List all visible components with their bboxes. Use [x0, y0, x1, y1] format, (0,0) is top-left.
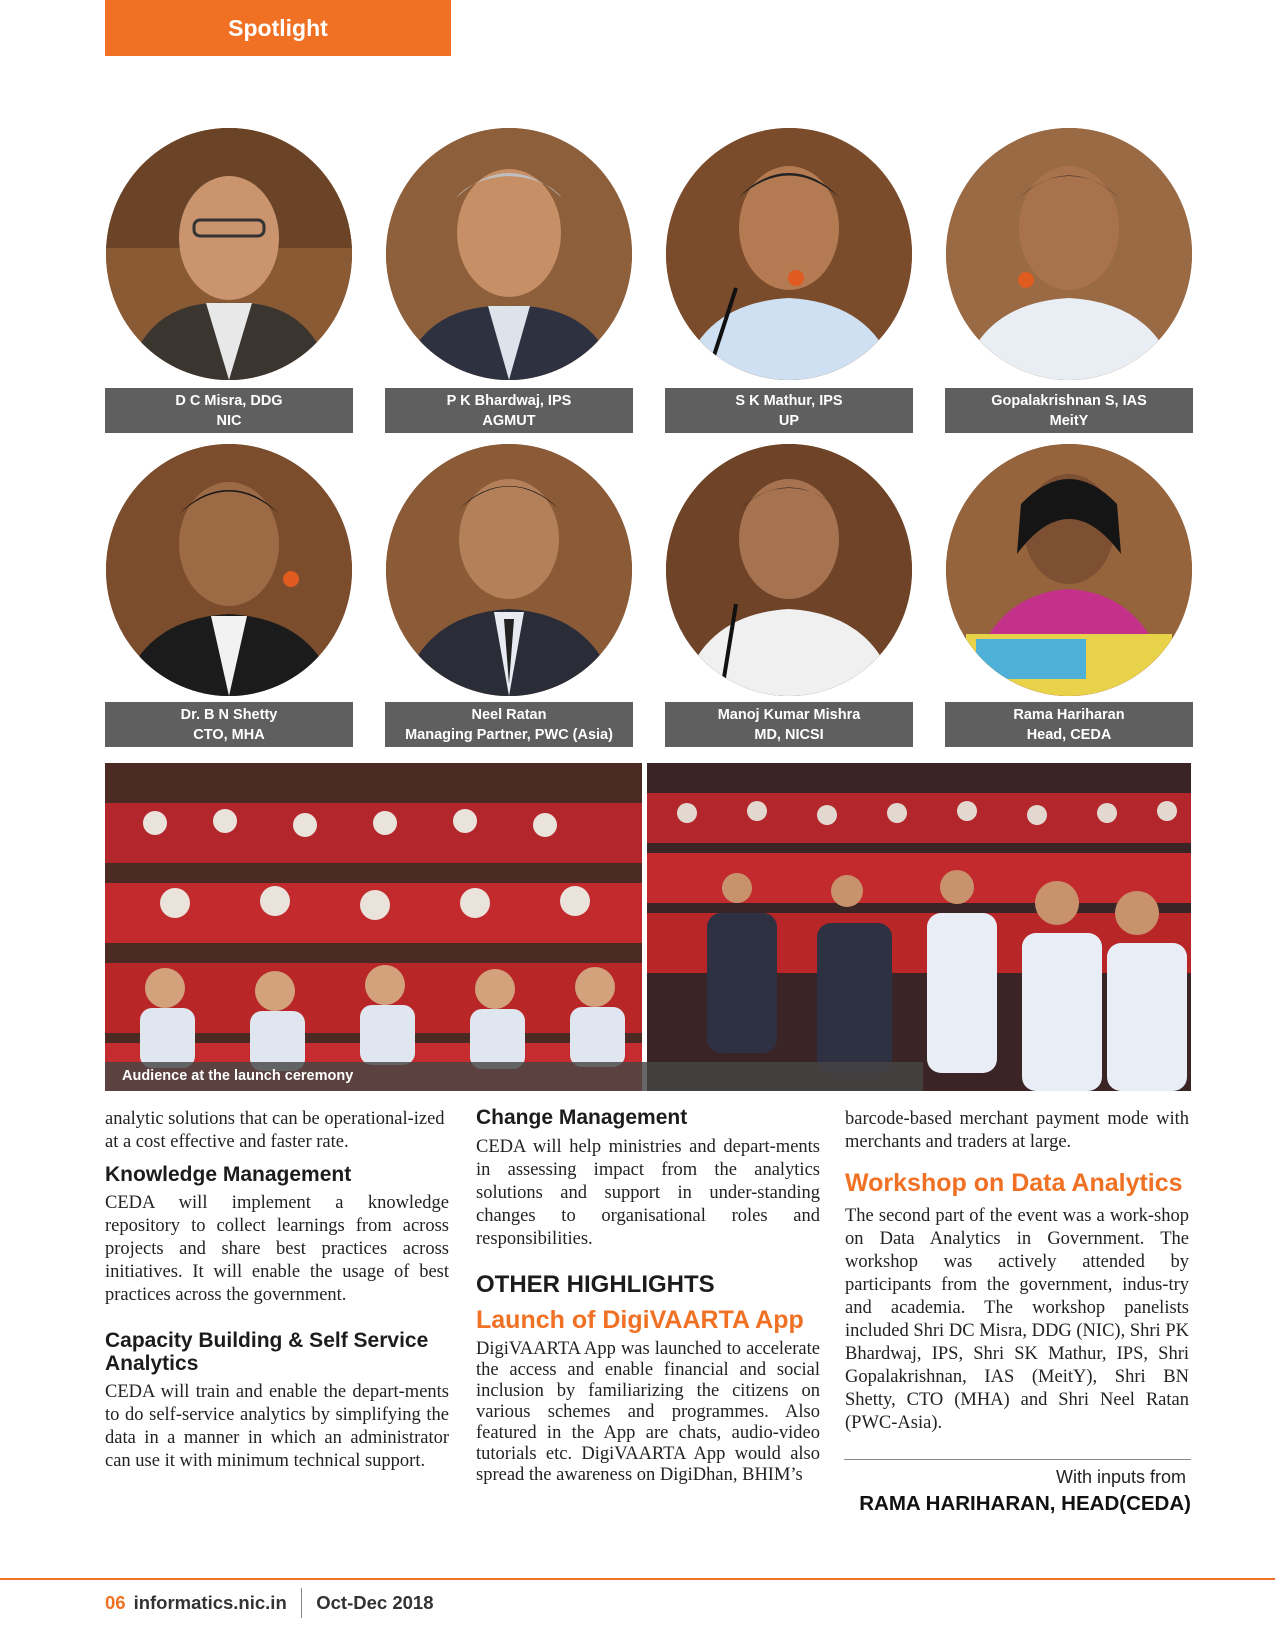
- capacity-paragraph: CEDA will train and enable the depart-ments to do self-service analytics by simplifying the data in a manner in which an administrator can use it with minimum technical support.: [105, 1382, 449, 1471]
- footer-site: informatics.nic.in: [133, 1592, 287, 1613]
- speaker-photo-dc-misra: [106, 128, 352, 380]
- footer-divider: [301, 1588, 303, 1618]
- heading-launch-digivaarta: Launch of DigiVAARTA App: [476, 1306, 804, 1334]
- speaker-caption: [385, 702, 633, 747]
- heading-change-management: Change Management: [476, 1106, 688, 1129]
- speaker-org: Head, CEDA: [1026, 726, 1112, 743]
- speaker-photo-sk-mathur: [666, 128, 912, 380]
- speaker-caption: [105, 702, 353, 747]
- text-column-2: [476, 1106, 820, 1486]
- heading-knowledge-management: Knowledge Management: [105, 1163, 352, 1186]
- credit-line: With inputs from: [1055, 1467, 1186, 1487]
- speaker-photo-pk-bhardwaj: [386, 128, 632, 380]
- speaker-photo-bn-shetty: [106, 444, 352, 696]
- speaker-name: S K Mathur, IPS: [735, 392, 843, 409]
- speaker-caption: [665, 702, 913, 747]
- audience-photo-left: [105, 763, 642, 1091]
- text-column-3: [845, 1108, 1189, 1435]
- change-paragraph: CEDA will help ministries and depart-ments in assessing impact from the analytics solutions and support in under-standing changes to organisational roles and responsibilities.: [476, 1137, 820, 1249]
- speaker-org: MD, NICSI: [754, 726, 824, 743]
- speaker-org: NIC: [216, 412, 242, 429]
- speaker-name: Neel Ratan: [471, 706, 547, 723]
- section-tab: Spotlight: [105, 0, 451, 56]
- speaker-caption: [945, 702, 1193, 747]
- speaker-org: Managing Partner, PWC (Asia): [405, 726, 613, 743]
- speaker-name: P K Bhardwaj, IPS: [446, 392, 572, 409]
- speaker-photo-manoj-kumar-mishra: [666, 444, 912, 696]
- knowledge-paragraph: CEDA will implement a knowledge repository to collect learnings from across projects and share best practices across initiatives. It will enable the usage of best practices across the government.: [105, 1193, 449, 1305]
- heading-other-highlights: OTHER HIGHLIGHTS: [476, 1271, 715, 1298]
- speaker-name: Gopalakrishnan S, IAS: [991, 392, 1147, 409]
- credit-name: RAMA HARIHARAN, HEAD(CEDA): [859, 1492, 1191, 1515]
- speaker-photo-neel-ratan: [386, 444, 632, 696]
- footer-rule: [0, 1578, 1275, 1580]
- intro-paragraph: analytic solutions that can be operational-ized at a cost effective and faster rate.: [105, 1109, 445, 1152]
- footer-issue: Oct-Dec 2018: [316, 1592, 434, 1613]
- speaker-photo-rama-hariharan: [946, 444, 1192, 696]
- speaker-org: UP: [778, 412, 800, 429]
- speaker-photo-gopalakrishnan: [946, 128, 1192, 380]
- speaker-caption: [105, 388, 353, 433]
- text-column-1: [105, 1108, 449, 1473]
- workshop-paragraph: The second part of the event was a work-shop on Data Analytics in Government. The workshop was actively attended by participants from the government, indus-try and academia. The workshop panelists included Shri DC Misra, DDG (NIC), Shri PK Bhardwaj, IPS, Shri SK Mathur, IPS, Shri Gopalakrishnan, IAS (MeitY), Shri BN Shetty, CTO (MHA) and Shri Neel Ratan (PWC-Asia).: [845, 1206, 1189, 1433]
- speaker-org: CTO, MHA: [193, 726, 265, 743]
- heading-capacity-building: Capacity Building & Self Service Analytics: [105, 1329, 429, 1375]
- speaker-name: Manoj Kumar Mishra: [717, 706, 861, 723]
- continued-paragraph: barcode-based merchant payment mode with merchants and traders at large.: [845, 1109, 1189, 1152]
- launch-paragraph: DigiVAARTA App was launched to accelerate the access and enable financial and social inclusion by familiarizing the citizens on various schemes and programmes. Also featured in the App are chats, audio-video tutorials etc. DigiVAARTA App would also spread the awareness on DigiDhan, BHIM’s: [476, 1339, 820, 1485]
- footer: [105, 1588, 433, 1618]
- speaker-caption: [945, 388, 1193, 433]
- speaker-name: Dr. B N Shetty: [180, 706, 278, 723]
- page-number: 06: [105, 1592, 126, 1613]
- credit-divider: [844, 1459, 1191, 1460]
- speaker-name: Rama Hariharan: [1013, 706, 1125, 723]
- audience-photo-right: [647, 763, 1191, 1091]
- speaker-org: MeitY: [1049, 412, 1089, 429]
- speaker-caption: [385, 388, 633, 433]
- photo-caption: Audience at the launch ceremony: [105, 1062, 923, 1091]
- speaker-org: AGMUT: [482, 412, 536, 429]
- speaker-name: D C Misra, DDG: [175, 392, 283, 409]
- heading-workshop: Workshop on Data Analytics: [845, 1169, 1183, 1197]
- speaker-caption: [665, 388, 913, 433]
